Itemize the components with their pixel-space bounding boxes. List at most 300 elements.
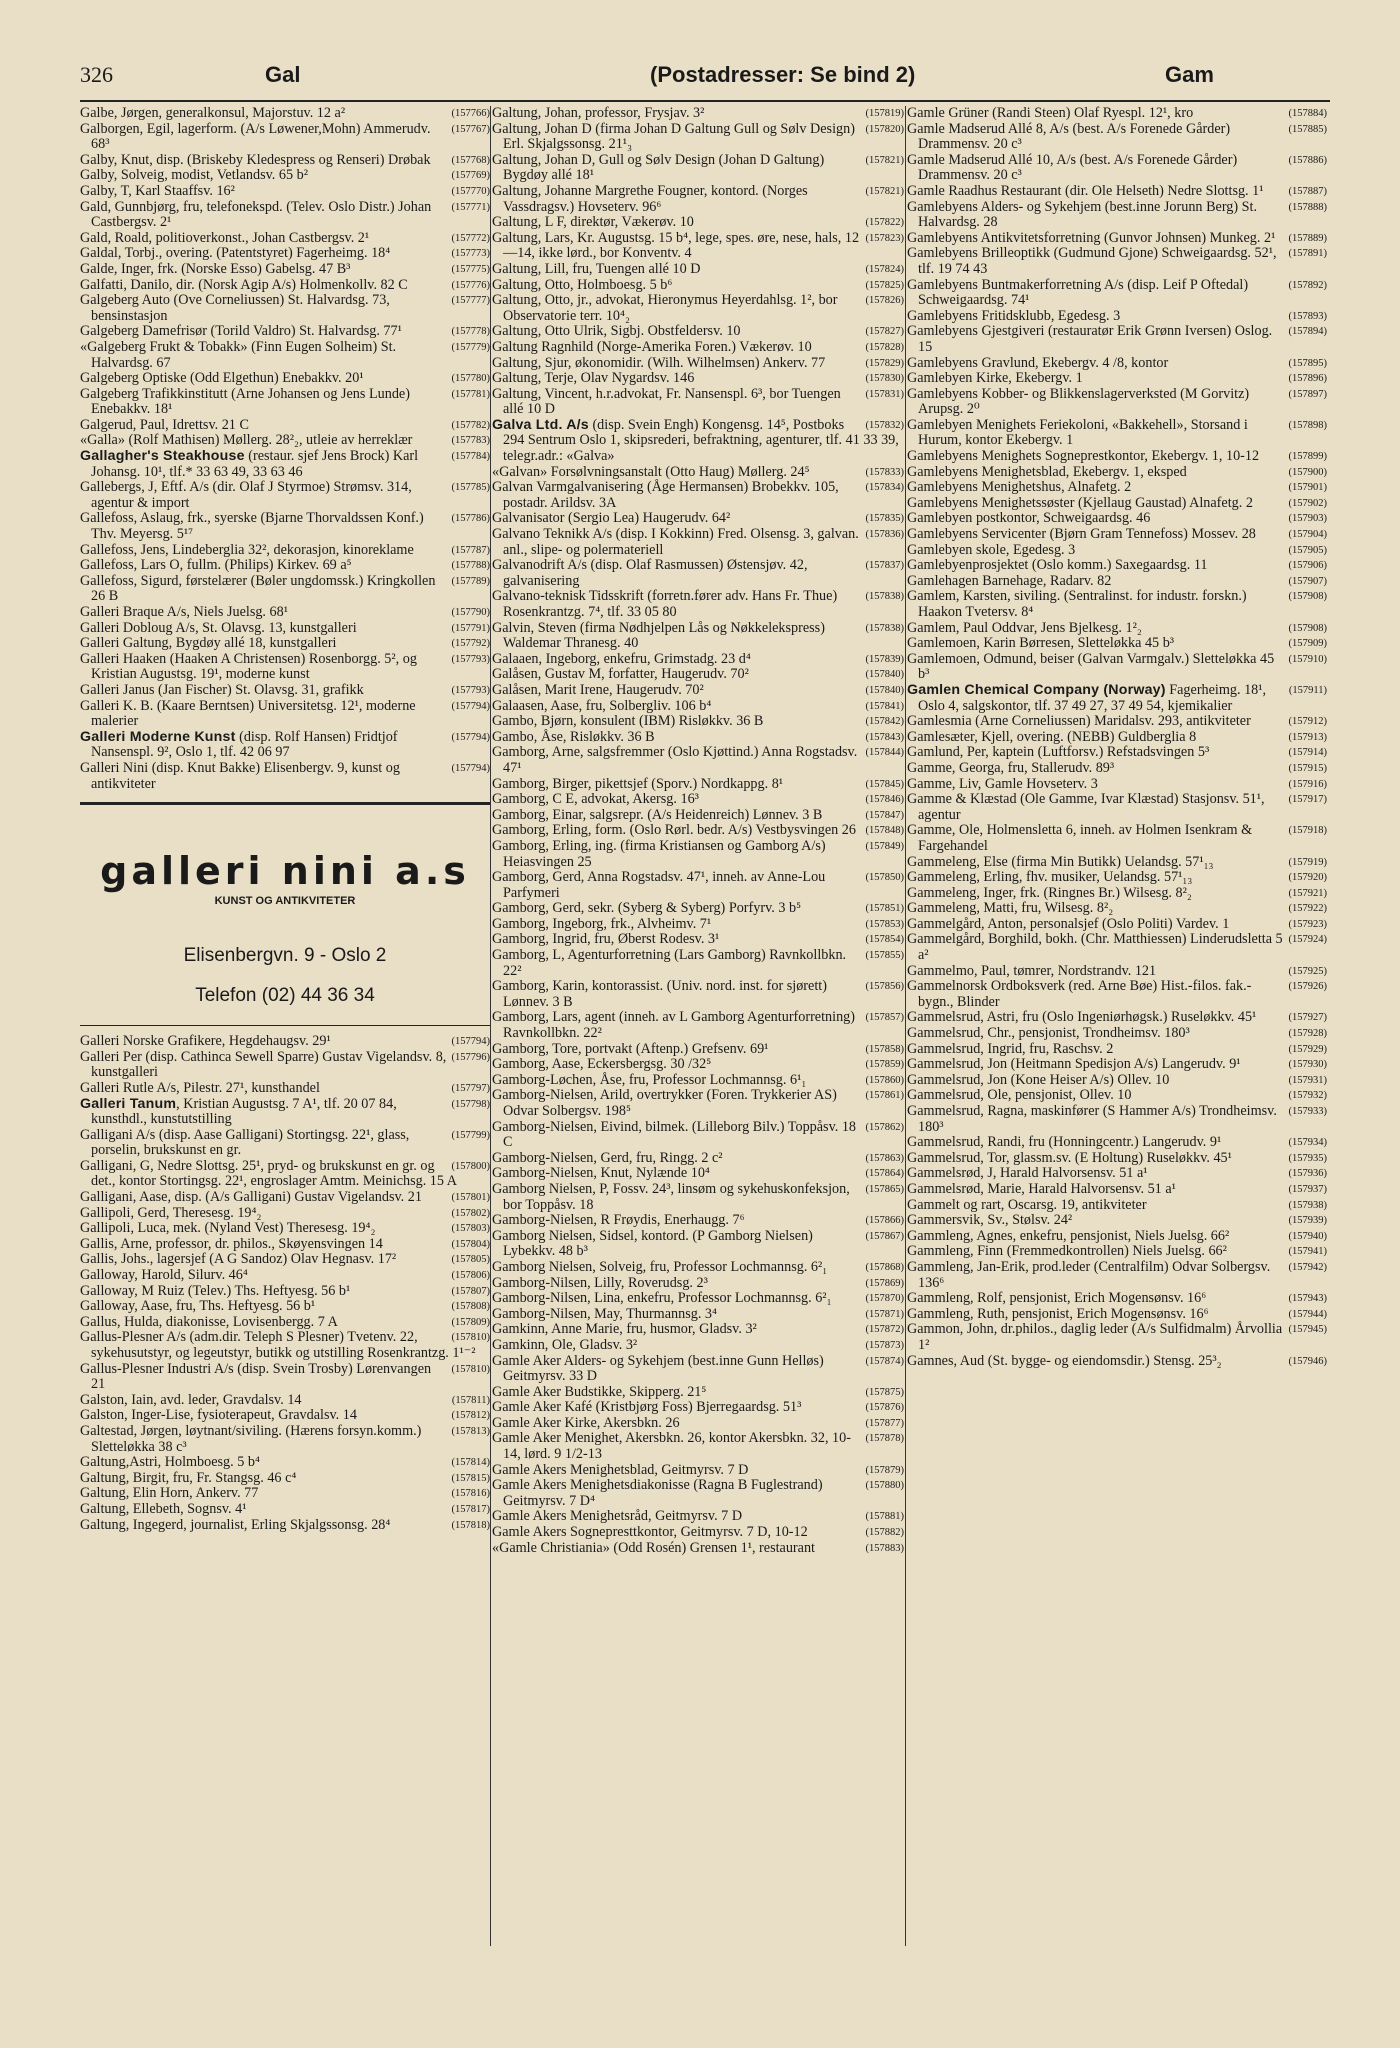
entry-text: Gamborg, Ingeborg, frk., Alvheimv. 7¹: [492, 915, 712, 932]
directory-entry: [492, 1166, 904, 1182]
entry-number: (157817): [451, 1503, 490, 1515]
entry-text: Galleri Nini (disp. Knut Bakke) Elisenbergv. 9, kunst og antikviteter: [80, 759, 400, 792]
directory-entry: [80, 1081, 490, 1097]
entry-text: Gammelsrud, Ole, pensjonist, Ollev. 10: [907, 1087, 1132, 1104]
entry-number: (157838): [865, 591, 904, 603]
directory-entry: [492, 106, 904, 122]
entry-text: Gamborg, Erling, form. (Oslo Rørl. bedr. A/s) Vestbysvingen 26: [492, 822, 856, 839]
entry-number: (157905): [1288, 544, 1327, 556]
entry-text: Galdal, Torbj., overing. (Patentstyret) Fagerheimg. 18⁴: [80, 245, 391, 262]
directory-entry: [492, 527, 904, 558]
entry-number: (157778): [451, 326, 490, 338]
directory-entry: [907, 122, 1327, 153]
directory-entry: [907, 1229, 1327, 1245]
entry-text: Gamle Aker Alders- og Sykehjem (best.inne Gunn Helløs) Geitmyrsv. 33 D: [492, 1352, 824, 1385]
entry-number: (157772): [451, 232, 490, 244]
directory-entry: [492, 1400, 904, 1416]
entry-number: (157899): [1288, 451, 1327, 463]
directory-entry: [80, 122, 490, 153]
directory-entry: [80, 1518, 490, 1534]
entry-number: (157769): [451, 170, 490, 182]
entry-text: Gamborg, Tore, portvakt (Aftenp.) Grefsenv. 69¹: [492, 1040, 769, 1057]
entry-number: (157781): [451, 388, 490, 400]
entry-number: (157767): [451, 123, 490, 135]
entry-text: Gallipoli, Luca, mek. (Nyland Vest) Theresesg. 19⁴₂: [80, 1220, 376, 1237]
directory-entry: [80, 1408, 490, 1424]
directory-entry: [80, 340, 490, 371]
entry-number: (157814): [451, 1457, 490, 1469]
directory-entry: [907, 792, 1327, 823]
directory-entry: [907, 309, 1327, 325]
entry-text: Gamlebyen skole, Egedesg. 3: [907, 541, 1076, 558]
entry-text: Gammelgård, Anton, personalsjef (Oslo Politi) Vardev. 1: [907, 915, 1230, 932]
entry-text: Galgeberg Auto (Ove Corneliussen) St. Halvardsg. 73, bensinstasjon: [80, 292, 390, 324]
entry-number: (157929): [1288, 1043, 1327, 1055]
column-3: [907, 106, 1327, 2006]
entry-number: (157783): [451, 435, 490, 447]
entry-number: (157828): [865, 341, 904, 353]
directory-entry: [80, 761, 490, 792]
entry-text: Gamlebyen Menighets Feriekoloni, «Bakkehell», Storsand i Hurum, kontor Ekebergv. 1: [907, 416, 1248, 449]
entry-number: (157804): [451, 1238, 490, 1250]
entry-number: (157805): [451, 1254, 490, 1266]
directory-entry: [80, 1190, 490, 1206]
entry-number: (157816): [451, 1488, 490, 1500]
entry-number: (157945): [1288, 1324, 1327, 1336]
entry-text: Galtung, L F, direktør, Vækerøv. 10: [492, 214, 694, 231]
entry-text: Gamle Madserud Allé 10, A/s (best. A/s Forenede Gårder) Drammensv. 20 c³: [907, 151, 1238, 184]
entry-number: (157880): [865, 1480, 904, 1492]
entry-text: Gammelsrud, Jon (Heitmann Spedisjon A/s) Langerudv. 9¹: [907, 1056, 1241, 1073]
entry-text: Galbe, Jørgen, generalkonsul, Majorstuv. 12 a²: [80, 106, 346, 121]
entry-text: Galtung, Lars, Kr. Augustsg. 15 b⁴, lege, spes. øre, nese, hals, 12—14, ikke lørd., bor Konventv. 4: [492, 229, 860, 262]
entry-text: Galåsen, Marit Irene, Haugerudv. 70²: [492, 681, 704, 698]
entry-text: Gammeleng, Inger, frk. (Ringnes Br.) Wilsesg. 8²₂: [907, 884, 1192, 901]
entry-text: Gammersvik, Sv., Stølsv. 24²: [907, 1212, 1073, 1229]
directory-entry: [907, 589, 1327, 620]
directory-entry: [492, 948, 904, 979]
entry-number: (157831): [865, 388, 904, 400]
column-divider: [905, 106, 906, 1946]
entry-number: (157846): [865, 794, 904, 806]
entry-number: (157848): [865, 825, 904, 837]
entry-text: Gammleng, Jan-Erik, prod.leder (Centralfilm) Odvar Solbergsv. 136⁶: [907, 1258, 1271, 1291]
entry-text: Gamlemoen, Odmund, beiser (Galvan Varmgalv.) Sletteløkka 45 b³: [907, 650, 1275, 683]
entry-number: (157794): [451, 731, 490, 743]
directory-entry: [907, 1073, 1327, 1089]
directory-entry: [80, 543, 490, 559]
entry-text: Gamme, Liv, Gamle Hovseterv. 3: [907, 775, 1098, 792]
directory-entry: [492, 808, 904, 824]
entry-text: Gamborg, Gerd, sekr. (Syberg & Syberg) Porfyrv. 3 b⁵: [492, 900, 802, 917]
entry-text: Gamborg, Karin, kontorassist. (Univ. nord. inst. for sjørett) Lønnev. 3 B: [492, 978, 827, 1010]
directory-entry: [907, 979, 1327, 1010]
entry-number: (157873): [865, 1339, 904, 1351]
entry-text: Galtung, Birgit, fru, Fr. Stangsg. 46 c⁴: [80, 1469, 297, 1486]
directory-entry: [80, 418, 490, 434]
directory-entry: [80, 1486, 490, 1502]
entry-number: (157857): [865, 1012, 904, 1024]
entry-text: Gamle Akers Sognepresttkontor, Geitmyrsv. 7 D, 10-12: [492, 1524, 808, 1541]
entry-text: Galtung, Sjur, økonomidir. (Wilh. Wilhelmsen) Ankerv. 77: [492, 354, 826, 371]
entry-text: Gammelsrød, Marie, Harald Halvorsensv. 51 a¹: [907, 1180, 1176, 1197]
entry-text: Gallefoss, Aslaug, frk., syerske (Bjarne Thorvaldssen Konf.) Thv. Meyersg. 5¹⁷: [80, 510, 424, 543]
entry-text: Galligani A/s (disp. Aase Galligani) Stortingsg. 22¹, glass, porselin, brukskunst en gr.: [80, 1126, 410, 1159]
directory-entry: [80, 184, 490, 200]
entry-number: (157888): [1288, 201, 1327, 213]
directory-entry: [492, 1338, 904, 1354]
directory-entry: [492, 1010, 904, 1041]
entry-number: (157884): [1288, 108, 1327, 119]
directory-entry: [80, 153, 490, 169]
entry-number: (157803): [451, 1223, 490, 1235]
entry-number: (157901): [1288, 482, 1327, 494]
directory-entry: [80, 1502, 490, 1518]
entry-text: Gamlebyens Alders- og Sykehjem (best.inne Jorunn Berg) St. Halvardsg. 28: [907, 198, 1258, 231]
directory-entry: [80, 1393, 490, 1409]
entry-number: (157802): [451, 1207, 490, 1219]
entry-text: Gamborg-Nielsen, Knut, Nylænde 10⁴: [492, 1165, 710, 1182]
entry-text: Gallis, Arne, professor, dr. philos., Skøyensvingen 14: [80, 1235, 383, 1252]
ad-address: Elisenbergvn. 9 - Oslo 2: [183, 945, 387, 967]
entry-text: Gamborg-Løchen, Åse, fru, Professor Lochmannsg. 6¹₁: [492, 1071, 807, 1088]
entry-number: (157946): [1288, 1355, 1327, 1367]
entry-number: (157908): [1288, 622, 1327, 634]
directory-entry: [492, 215, 904, 231]
directory-entry: [907, 246, 1327, 277]
entry-number: (157787): [451, 544, 490, 556]
entry-number: (157842): [865, 716, 904, 728]
entry-text: Gamlebyens Buntmakerforretning A/s (disp. Leif P Oftedal) Schweigaardsg. 74¹: [907, 276, 1249, 309]
ad-tagline: KUNST OG ANTIKVITETER: [214, 895, 356, 908]
entry-text: Galston, Iain, avd. leder, Gravdalsv. 14: [80, 1391, 302, 1408]
entry-text: Gamborg-Nielsen, R Frøydis, Enerhaugg. 7⁶: [492, 1212, 745, 1229]
entry-number: (157892): [1288, 279, 1327, 291]
entry-number: (157833): [865, 466, 904, 478]
entry-text: Gamle Aker Budstikke, Skipperg. 21⁵: [492, 1383, 707, 1400]
entry-number: (157854): [865, 934, 904, 946]
directory-entry: [907, 1166, 1327, 1182]
entry-number: (157936): [1288, 1168, 1327, 1180]
entry-number: (157796): [451, 1051, 490, 1063]
entry-number: (157891): [1288, 248, 1327, 260]
entry-text: «Galvan» Forsølvningsanstalt (Otto Haug) Møllerg. 24⁵: [492, 463, 810, 480]
directory-entry: [907, 496, 1327, 512]
entry-text: Gamle Madserud Allé 8, A/s (best. A/s Forenede Gårder) Drammensv. 20 c³: [907, 120, 1231, 153]
directory-entry: [492, 621, 904, 652]
entry-text: Gambo, Åse, Risløkkv. 36 B: [492, 728, 655, 745]
ad-company-name: galleri nini a.s: [100, 849, 470, 894]
entry-text: Gammeleng, Erling, fhv. musiker, Uelandsg. 57¹₁₃: [907, 869, 1193, 886]
header-left-guide-word: Gal: [265, 62, 301, 87]
directory-entry: [80, 574, 490, 605]
directory-entry: [907, 574, 1327, 590]
entry-text: Gamlemoen, Karin Børresen, Sletteløkka 45 b³: [907, 635, 1175, 652]
entry-text: Gamborg, Arne, salgsfremmer (Oslo Kjøttind.) Anna Rogstadsv. 47¹: [492, 744, 858, 776]
directory-entry: [492, 1307, 904, 1323]
entry-number: (157830): [865, 373, 904, 385]
entry-text: Galleri K. B. (Kaare Berntsen) Universitetsg. 12¹, moderne malerier: [80, 697, 416, 730]
directory-entry: [907, 1198, 1327, 1214]
entry-number: (157819): [865, 108, 904, 119]
entry-text: Gamborg, Einar, salgsrepr. (A/s Heidenreich) Lønnev. 3 B: [492, 806, 823, 823]
entry-number: (157799): [451, 1129, 490, 1141]
entry-text: Gallus, Hulda, diakonisse, Lovisenbergg. 7 A: [80, 1313, 338, 1330]
header-right-guide-word: Gam: [1165, 62, 1214, 87]
entry-text: Gamborg-Nielsen, Eivind, bilmek. (Lilleborg Bilv.) Toppåsv. 18 C: [492, 1118, 857, 1151]
entry-text: Gamborg, Birger, pikettsjef (Sporv.) Nordkappg. 8¹: [492, 775, 784, 792]
entry-number: (157850): [865, 872, 904, 884]
directory-entry: [492, 839, 904, 870]
directory-entry: [492, 356, 904, 372]
entry-number: (157810): [451, 1332, 490, 1344]
directory-entry: [80, 652, 490, 683]
entry-text: Gamlund, Per, kaptein (Luftforsv.) Refstadsvingen 5³: [907, 744, 1210, 761]
entry-text: Galtung, Ingegerd, journalist, Erling Skjalgssonsg. 28⁴: [80, 1516, 391, 1533]
directory-entry: [907, 745, 1327, 761]
directory-entry: [492, 1525, 904, 1541]
directory-entry: [907, 527, 1327, 543]
entry-number: (157832): [865, 419, 904, 431]
entry-number: (157801): [451, 1192, 490, 1204]
directory-entry: [80, 1284, 490, 1300]
directory-entry: [492, 823, 904, 839]
entry-number: (157859): [865, 1059, 904, 1071]
entry-text: Gallis, Johs., lagersjef (A G Sandoz) Olav Hegnasv. 17²: [80, 1251, 397, 1268]
entry-text: Gamlesæter, Kjell, overing. (NEBB) Guldberglia 8: [907, 728, 1197, 745]
directory-entry: [907, 465, 1327, 481]
directory-entry: [907, 449, 1327, 465]
page-number: 326: [80, 62, 113, 87]
entry-number: (157865): [865, 1183, 904, 1195]
entry-text: Galåsen, Gustav M, forfatter, Haugerudv. 70²: [492, 666, 749, 683]
directory-entry: [907, 356, 1327, 372]
entry-number: (157879): [865, 1464, 904, 1476]
entry-text: Gammelsrud, Ragna, maskinfører (S Hammer A/s) Trondheimsv. 180³: [907, 1103, 1277, 1135]
directory-entry: [492, 1291, 904, 1307]
directory-entry: [492, 1182, 904, 1213]
directory-entry: [907, 511, 1327, 527]
entry-number: (157938): [1288, 1199, 1327, 1211]
directory-entry: [80, 1034, 490, 1050]
directory-entry: [907, 1182, 1327, 1198]
entry-number: (157914): [1288, 747, 1327, 759]
entry-number: (157849): [865, 840, 904, 852]
entry-number: (157820): [865, 123, 904, 135]
entry-number: (157902): [1288, 497, 1327, 509]
column-1: [80, 106, 490, 2006]
entry-text: Galgeberg Trafikkinstitutt (Arne Johansen og Jens Lunde) Enebakkv. 18¹: [80, 385, 410, 418]
entry-text: Gamlebyens Gravlund, Ekebergv. 4 /8, kontor: [907, 354, 1169, 371]
entry-bold-name: Gamlen Chemical Company (Norway): [907, 681, 1166, 698]
entry-text: Gamlebyens Servicenter (Bjørn Gram Tennefoss) Mossev. 28: [907, 526, 1256, 543]
entry-number: (157926): [1288, 981, 1327, 993]
entry-text: Gamborg, Gerd, Anna Rogstadsv. 47¹, inneh. av Anne-Lou Parfymeri: [492, 869, 826, 901]
entry-number: (157883): [865, 1542, 904, 1554]
entry-number: (157939): [1288, 1215, 1327, 1227]
entry-number: (157793): [451, 684, 490, 696]
directory-entry: [492, 1088, 904, 1119]
entry-text: Gamborg, Lars, agent (inneh. av L Gamborg Agenturforretning) Ravnkollbkn. 22²: [492, 1009, 855, 1042]
directory-entry: [492, 979, 904, 1010]
entry-text: Galborgen, Egil, lagerform. (A/s Løwener,Mohn) Ammerudv. 68³: [80, 120, 431, 153]
entry-text: Gammelsrød, J, Harald Halvorsensv. 51 a¹: [907, 1165, 1148, 1182]
entry-text: Galleri Rutle A/s, Pilestr. 27¹, kunsthandel: [80, 1079, 320, 1096]
entry-number: (157886): [1288, 154, 1327, 166]
entry-number: (157824): [865, 263, 904, 275]
entry-text: Gamle Aker Kafé (Kristbjørg Foss) Bjerregaardsg. 51³: [492, 1399, 802, 1416]
entry-number: (157785): [451, 482, 490, 494]
entry-text: Gamlebyens Brilleoptikk (Gudmund Gjone) Schweigaardsg. 52¹, tlf. 19 74 43: [907, 245, 1277, 277]
entry-number: (157840): [865, 669, 904, 681]
entry-number: (157918): [1288, 825, 1327, 837]
directory-entry: [907, 543, 1327, 559]
entry-number: (157864): [865, 1168, 904, 1180]
directory-entry: [907, 1057, 1327, 1073]
entry-number: (157812): [451, 1410, 490, 1422]
directory-entry: [492, 480, 904, 511]
entry-number: (157930): [1288, 1059, 1327, 1071]
directory-entry: [492, 511, 904, 527]
entry-text: Galby, Solveig, modist, Vetlandsv. 65 b²: [80, 167, 308, 184]
directory-entry: [492, 870, 904, 901]
entry-text: Gamnes, Aud (St. bygge- og eiendomsdir.) Stensg. 25³₂: [907, 1352, 1222, 1369]
entry-text: Gammelsrud, Tor, glassm.sv. (E Holtung) Ruseløkkv. 45¹: [907, 1149, 1232, 1166]
column-divider: [490, 106, 491, 1946]
entry-text: Galleri Haaken (Haaken A Christensen) Rosenborgg. 5², og Kristian Augustsg. 19¹, moderne kunst: [80, 650, 417, 683]
entry-number: (157931): [1288, 1074, 1327, 1086]
entry-text: Gammleng, Agnes, enkefru, pensjonist, Niels Juelsg. 66²: [907, 1227, 1230, 1244]
directory-entry: [907, 932, 1327, 963]
entry-text: Gammleng, Finn (Fremmedkontrollen) Niels Juelsg. 66²: [907, 1243, 1227, 1260]
entry-number: (157800): [451, 1160, 490, 1172]
entry-text: Gallus-Plesner Industri A/s (disp. Svein Trosby) Lørenvangen 21: [80, 1360, 432, 1393]
entry-number: (157823): [865, 232, 904, 244]
entry-number: (157834): [865, 482, 904, 494]
directory-entry: [907, 917, 1327, 933]
directory-entry: [80, 699, 490, 730]
entry-number: (157776): [451, 279, 490, 291]
header-rule: [80, 100, 1330, 102]
directory-entry: [492, 777, 904, 793]
entry-text: Gallus-Plesner A/s (adm.dir. Teleph S Plesner) Tvetenv. 22, sykehusutstyr, og legeutstyr, butikk og utstilling Rosenkrantzg. 1¹⁻²: [80, 1329, 476, 1361]
directory-entry: (157784) Gallagher's Steakhouse (restaur. sjef Jens Brock) Karl Johansg. 10¹, tlf.* 33 63 49, 33 63 46: [80, 448, 490, 480]
entry-number: (157779): [451, 341, 490, 353]
directory-entry: [907, 964, 1327, 980]
entry-number: (157845): [865, 778, 904, 790]
directory-entry: [80, 1424, 490, 1455]
entry-text: Galvin, Steven (firma Nødhjelpen Lås og Nøkkelekspress) Waldemar Thranesg. 40: [492, 619, 825, 652]
entry-text: Galtung, Vincent, h.r.advokat, Fr. Nansenspl. 6³, bor Tuengen allé 10 D: [492, 385, 841, 418]
entry-text: Galligani, Aase, disp. (A/s Galligani) Gustav Vigelandsv. 21: [80, 1189, 422, 1206]
entry-text: Galaaen, Ingeborg, enkefru, Grimstadg. 23 d⁴: [492, 650, 751, 667]
entry-number: (157894): [1288, 326, 1327, 338]
entry-text: Galgerud, Paul, Idrettsv. 21 C: [80, 416, 249, 433]
entry-text: Galleri Braque A/s, Niels Juelsg. 68¹: [80, 604, 288, 620]
entry-number: (157807): [451, 1285, 490, 1297]
column-3-entries: [907, 106, 1327, 1369]
directory-entry: [80, 168, 490, 184]
directory-entry: [907, 184, 1327, 200]
entry-text: Gamle Raadhus Restaurant (dir. Ole Helseth) Nedre Slottsg. 1¹: [907, 182, 1264, 199]
entry-text: «Gamle Christiania» (Odd Rosén) Grensen 1¹, restaurant: [492, 1539, 815, 1556]
entry-number: (157909): [1288, 638, 1327, 650]
directory-entry: [80, 558, 490, 574]
entry-number: (157915): [1288, 762, 1327, 774]
entry-number: (157920): [1288, 872, 1327, 884]
entry-text: Gamle Aker Kirke, Akersbkn. 26: [492, 1414, 680, 1431]
entry-text: Gallefoss, Sigurd, førstelærer (Bøler ungdomssk.) Kringkollen 26 B: [80, 572, 436, 605]
entry-number: (157844): [865, 747, 904, 759]
entry-number: (157872): [865, 1324, 904, 1336]
directory-entry: [80, 1252, 490, 1268]
entry-text: Galtung Ragnhild (Norge-Amerika Foren.) Vækerøv. 10: [492, 338, 812, 355]
entry-number: (157921): [1288, 887, 1327, 899]
directory-entry: [492, 932, 904, 948]
entry-text: Galston, Inger-Lise, fysioterapeut, Gravdalsv. 14: [80, 1407, 357, 1424]
entry-number: (157923): [1288, 918, 1327, 930]
entry-number: (157870): [865, 1293, 904, 1305]
entry-number: (157815): [451, 1472, 490, 1484]
directory-entry: [80, 636, 490, 652]
directory-entry: [492, 231, 904, 262]
directory-entry: [492, 1509, 904, 1525]
entry-text: Gamlesmia (Arne Corneliussen) Maridalsv. 293, antikviteter: [907, 713, 1251, 730]
directory-entry: [907, 901, 1327, 917]
entry-text: Gamle Grüner (Randi Steen) Olaf Ryespl. 12¹, kro: [907, 106, 1194, 121]
entry-text: Galtung, Johanne Margrethe Fougner, kontord. (Norges Vassdragsv.) Hovseterv. 96⁶: [492, 182, 808, 215]
entry-text: Gamkinn, Ole, Gladsv. 3²: [492, 1336, 638, 1353]
entry-number: (157790): [451, 607, 490, 618]
entry-number: (157766): [451, 108, 490, 119]
directory-entry: [80, 1206, 490, 1222]
entry-number: (157878): [865, 1433, 904, 1445]
entry-number: (157916): [1288, 778, 1327, 790]
entry-number: (157924): [1288, 934, 1327, 946]
entry-text: Galtung, Johan D (firma Johan D Galtung Gull og Sølv Design) Erl. Skjalgssonsg. 21¹₃: [492, 120, 855, 153]
entry-text: Galleri Per (disp. Cathinca Sewell Sparre) Gustav Vigelandsv. 8, kunstgalleri: [80, 1048, 447, 1081]
directory-entry: [492, 1151, 904, 1167]
entry-number: (157837): [865, 560, 904, 572]
directory-entry: [80, 683, 490, 699]
entry-text: Gamborg-Nilsen, May, Thurmannsg. 3⁴: [492, 1305, 717, 1322]
entry-text: Gamle Akers Menighetsblad, Geitmyrsv. 7 D: [492, 1461, 749, 1478]
entry-number: (157912): [1288, 716, 1327, 728]
entry-number: (157780): [451, 373, 490, 385]
entry-bold-name: Gallagher's Steakhouse: [80, 448, 245, 465]
directory-entry: [80, 371, 490, 387]
entry-number: (157810): [451, 1363, 490, 1375]
entry-number: (157786): [451, 513, 490, 525]
directory-entry: [907, 823, 1327, 854]
entry-number: (157813): [451, 1425, 490, 1437]
entry-number: (157862): [865, 1121, 904, 1133]
entry-text: Gamlehagen Barnehage, Radarv. 82: [907, 572, 1112, 589]
directory-entry: [907, 870, 1327, 886]
entry-number: (157941): [1288, 1246, 1327, 1258]
entry-number: (157768): [451, 154, 490, 166]
entry-number: (157900): [1288, 466, 1327, 478]
entry-text: Galtung, Ellebeth, Sognsv. 4¹: [80, 1500, 247, 1517]
entry-number: (157933): [1288, 1106, 1327, 1117]
entry-text: Gamborg, L, Agenturforretning (Lars Gamborg) Ravnkollbkn. 22²: [492, 947, 847, 979]
entry-text: Gammelsrud, Ingrid, fru, Raschsv. 2: [907, 1040, 1114, 1057]
entry-number: (157836): [865, 529, 904, 541]
entry-text: Gamlebyens Gjestgiveri (restauratør Erik Grønn Iversen) Oslog. 15: [907, 323, 1273, 355]
entry-number: (157919): [1288, 856, 1327, 868]
entry-text: Gamlebyens Menighets Sogneprestkontor, Ekebergv. 1, 10-12: [907, 448, 1260, 465]
entry-number: (157806): [451, 1270, 490, 1282]
